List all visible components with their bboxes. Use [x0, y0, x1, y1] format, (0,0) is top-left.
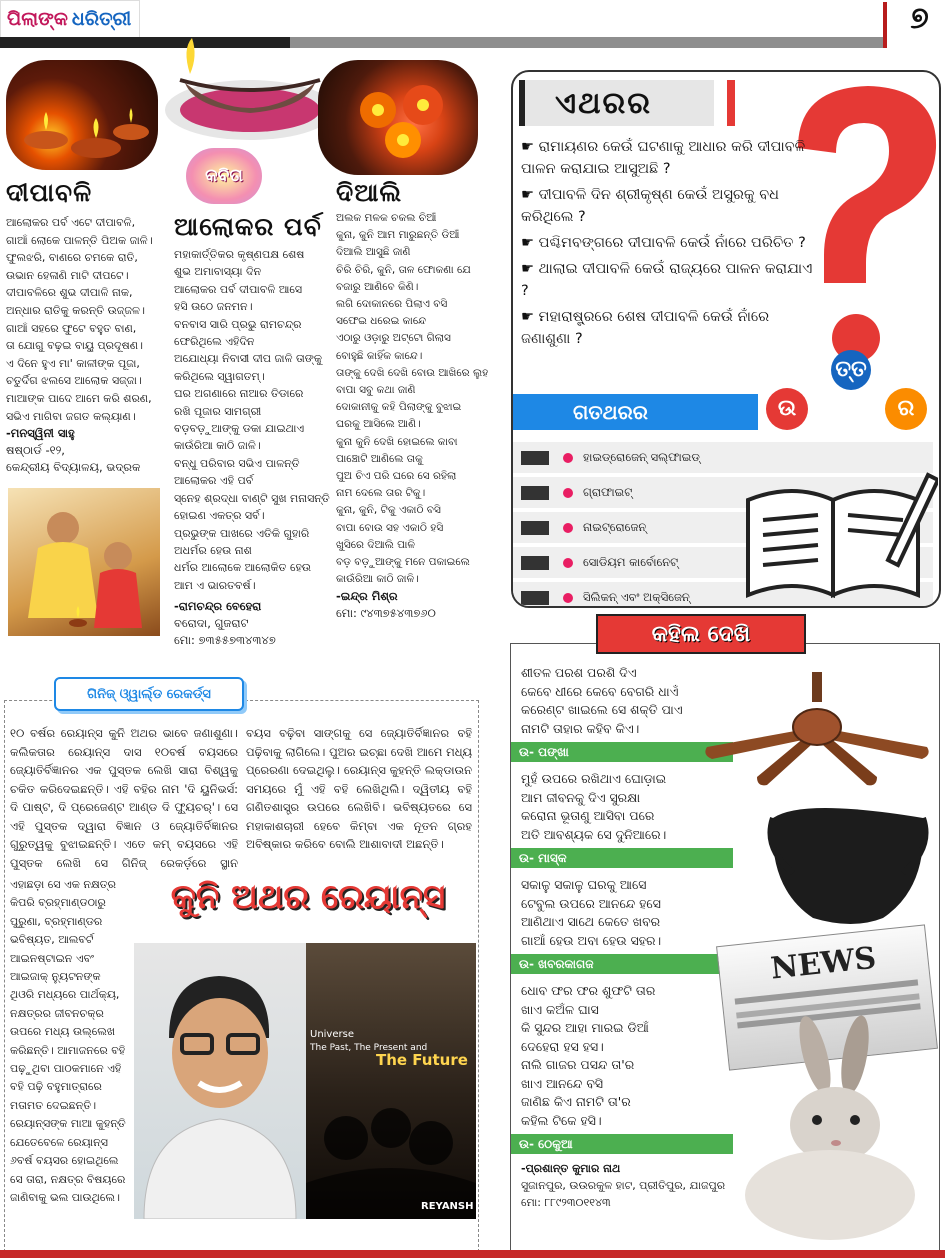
- header-separator: [883, 2, 887, 48]
- bullet-icon: [563, 593, 573, 603]
- riddle-line: କରେଣ୍ଟ ଖାଇଲେ ସେ ଶକ୍ତି ପାଏ: [521, 702, 683, 717]
- poem-line: କୁନା କୁନି ଦେଖି ହୋଇଲେ କାବା: [336, 435, 458, 448]
- riddle-line: ଦେହେରା ହସ ହସ।: [521, 1038, 604, 1054]
- diya-lamps-image: [6, 60, 158, 170]
- answer-text: ସିଲିକନ୍ ଏବଂ ଅକ୍ସିଜେନ୍: [583, 590, 690, 604]
- poem-line: କୁନା, କୁନି ଆମ ମାରୁଛନ୍ତି ଡିଆଁ: [336, 229, 460, 242]
- author-phone: ମୋ: ୯୪୩୭୫୪୩୭୬୦: [336, 606, 436, 621]
- author-school: କେନ୍ଦ୍ରୀୟ ବିଦ୍ୟାଳୟ, ଭଦ୍ରକ: [6, 460, 141, 475]
- kabita-badge: [186, 148, 262, 204]
- riddle-line: ଶୀତଳ ପରଶ ପରଶି ଦିଏ: [521, 665, 637, 680]
- poem-line: ଗାଆଁ ଲୋକେ ପାଳନ୍ତି ପିଅକ ଜାଳି।: [6, 233, 153, 247]
- bullet-icon: [563, 488, 573, 498]
- poem-line: ବାପା ବୋଉ ସହ ଏକାଠି ହସି: [336, 521, 444, 534]
- poem-line: ପାଞ୍ଚୋଟି ଆଣିଲେ ତାକୁ: [336, 452, 423, 465]
- poem-line: ବଡ଼ ବଡ଼ୁଆଙ୍କୁ ମନେ ପକାଇଲେ: [336, 556, 470, 569]
- riddle-line: ସକାଳୁ ସକାଳୁ ଘରକୁ ଆସେ: [521, 877, 647, 892]
- lamp-icon: [160, 38, 340, 148]
- poem-line: ଏ ଦିନେ ହୁଏ ମା' କାଳୀଙ୍କ ପୂଜା,: [6, 356, 140, 370]
- answer-text: ଗ୍ରାଫାଇଟ୍: [583, 485, 633, 499]
- ceiling-fan-icon: [700, 672, 935, 802]
- book-cover-author: REYANSH: [421, 1201, 474, 1212]
- poem-line: ତା ଯୋଗୁ ବଢ଼ଇ ବାୟୁ ପ୍ରଦୂଷଣ।: [6, 339, 143, 353]
- book-cover-line1: Universe: [310, 1029, 354, 1040]
- poem-line: ଧର୍ମର ଆଲୋକେ ଆଲୋକିତ ହେଉ: [174, 561, 312, 575]
- author-address: ସୁଜାନପୁର, ଉଉରକୁଳ ହାଟ, ପ୍ରୀତିପୁର, ଯାଜପୁର: [521, 1179, 726, 1192]
- riddle-item: [511, 982, 733, 1130]
- question-item: [521, 184, 821, 228]
- poem-line: ଲଗି ଦୋକାନରେ ପିଲାଏ ବସି: [336, 298, 448, 311]
- poem-line: ହସି ଉଠେ ଜନମନ।: [174, 300, 253, 314]
- poem-line: ଗାଆଁ ସହରେ ଫୁଟେ ବହୁତ ବାଣ,: [6, 321, 137, 335]
- question-text: ଥାଲାଇ ଦୀପାବଳି କେଉଁ ରାଜ୍ୟରେ ପାଳନ କରାଯାଏ ?: [521, 261, 813, 299]
- author-place: ବରୋଦା, ଗୁଜରାଟ: [174, 616, 249, 631]
- riddle-answer: ଉ- ପଙ୍ଖା: [511, 742, 733, 762]
- poem-line: କରିଥିଲେ ସ୍ୱାଗତମ୍।: [174, 369, 265, 383]
- author-phone: ମୋ: ୭୩୫୫୭୩୪୩୪୭: [174, 633, 276, 648]
- bullet-icon: ☛: [521, 235, 539, 251]
- footer-rule: [0, 1250, 945, 1258]
- poem-line: ବନ୍ଧୁ ପରିବାର ସଭିଏ ପାଳନ୍ତି: [174, 456, 300, 470]
- riddle-line: ମୁହଁ ଉପରେ ରଖିଥାଏ ଘୋଡ଼ାଇ: [521, 771, 667, 786]
- kabita-badge-label: କବିତା: [205, 166, 243, 186]
- riddle-answer: ଉ- ମାସ୍କ: [511, 848, 733, 868]
- poem-line: ଘର ଅଗଣାରେ ନାଆର ତିଡାରେ: [174, 387, 304, 401]
- poem-line: ଆଲୋକର ଏହି ପର୍ବ: [174, 474, 254, 488]
- bullet-icon: ☛: [521, 261, 539, 277]
- poem-line: ନାମ ଦେଲେ ତାର ଟିକୁ।: [336, 487, 426, 500]
- poem-line: ଆଲୋକର ପର୍ବ ଦୀପାବଳି ଆସେ: [174, 282, 303, 296]
- poem-diali-body: [336, 210, 504, 588]
- riddle-line: କେବେ ଧୀରେ କେବେ ବେଗରି ଧାଏଁ: [521, 683, 679, 699]
- poem-line: ଖୁସିରେ ଦିଆଲି ପାଳି: [336, 538, 415, 551]
- riddle-line: ଖାଏ କଅଁଳ ଘାସ: [521, 1001, 599, 1017]
- bullet-icon: ☛: [521, 139, 539, 155]
- riddle-line: କି ସୁନ୍ଦର ଆହା ମାରଇ ଡିଆଁ: [521, 1020, 649, 1035]
- answer-text: ହାଇଡ୍ରୋଜେନ୍ ସଲ୍‌ଫାଇଡ୍: [583, 450, 700, 464]
- poem-line: ବନବାସ ସାରି ପ୍ରଭୁ ରାମଚନ୍ଦ୍ର: [174, 317, 302, 331]
- poem-line: ପୁଅ ଚିଏ ପରି ଘରେ ସେ ରହିଲା: [336, 470, 457, 483]
- question-list: [521, 136, 821, 350]
- header-rule-grey: [290, 37, 885, 48]
- rabbit-icon: [735, 1015, 930, 1240]
- poem-alokar-title: ଆଲୋକର ପର୍ବ: [174, 212, 322, 241]
- poem-line: ଏଠାରୁ ଓଡ଼ାରୁ ଅଟ୍ଟୋ ଗିଲାସ: [336, 332, 451, 345]
- poem-line: ଅନ୍ଧାର ରାତିକୁ କରନ୍ତି ଉଜ୍ଜଳ।: [6, 303, 145, 317]
- poem-alokar-credit: [174, 598, 344, 649]
- poem-line: ଚତୁର୍ଦିଗ ଝଲସେ ଆଲୋକ ସଜ୍ଜା।: [6, 374, 142, 388]
- poem-line: କାଉଁରିଆ କାଠି ଜାଳି।: [336, 573, 419, 586]
- poem-diali-title: ଦିଆଲି: [336, 178, 403, 207]
- quiz-title-accent: [727, 80, 735, 126]
- poem-line: ପ୍ରଭୁଙ୍କ ପାଖରେ ଏତିକି ଗୁହାରି: [174, 526, 310, 540]
- riddle-line: ଆମ ଜୀବନକୁ ଦିଏ ସୁରକ୍ଷା: [521, 789, 641, 805]
- author-name: -ଇନ୍ଦ୍ର ମିଶ୍ର: [336, 589, 398, 604]
- question-item: [521, 232, 821, 254]
- poem-line: ଆମ ଏ ଭାରତବର୍ଷ।: [174, 578, 256, 592]
- author-phone: ମୋ: ୮୮୯୨୩୦୧୧୪୩: [521, 1196, 611, 1209]
- poem-line: ମାଆଙ୍କ ପାଦେ ଆମେ କରି ଶରଣ,: [6, 391, 152, 405]
- riddle-credit: [511, 1160, 733, 1211]
- question-text: ପଶ୍ଚିମବଙ୍ଗରେ ଦୀପାବଳି କେଉଁ ନାଁରେ ପରିଚିତ ?: [538, 235, 806, 251]
- silhouette-icon: [306, 1083, 476, 1219]
- poem-deepawali-title: ଦୀପାବଳି: [6, 178, 93, 207]
- riddle-answer: ଉ- ଖବରକାଗଜ: [511, 954, 733, 974]
- question-item: [521, 258, 821, 302]
- page-number: ୭: [910, 1, 929, 36]
- poem-line: ସ୍ନେହ ଶ୍ରଦ୍ଧା ବାଣ୍ଟି ସୁଖ ମନାସନ୍ତି: [174, 491, 330, 505]
- poem-line: ଆଲୋକର ପର୍ବ ଏଟେ ଦୀପାବଳି,: [6, 216, 136, 229]
- riddle-line: ନାଲି ଗାଜର ପସନ୍ଦ ତା'ର: [521, 1057, 635, 1072]
- poem-line: କୁନା, କୁନି, ଟିକୁ ଏକାଠି ବସି: [336, 504, 441, 517]
- poem-line: ବଜାରୁ ଆଣିବେ କିଣି।: [336, 280, 419, 293]
- poem-line: ବଡ଼ବଡ଼ୁଆଙ୍କୁ ଡକା ଯାଇଥାଏ: [174, 422, 305, 436]
- bullet-icon: ☛: [521, 309, 539, 325]
- poem-diali: [336, 178, 504, 622]
- riddle-line: କହିଲ ଟିକେ ହସି।: [521, 1112, 602, 1128]
- guinness-banner-label: ଗିନିଜ୍ ଓ୍ୱାର୍ଲ୍ଡ ରେକର୍ଡ୍ସ: [87, 686, 211, 702]
- riddle-title-banner: [596, 614, 806, 654]
- answer-text: ନାଇଟ୍ରୋଜେନ୍: [583, 520, 647, 534]
- poem-line: ଘରକୁ ଆସିଲେ ଆଣି।: [336, 418, 421, 431]
- bullet-icon: [563, 523, 573, 533]
- diya-illustration: [160, 38, 340, 148]
- poem-diali-credit: [336, 588, 504, 622]
- poem-line: ଅଧର୍ମର ହେଉ ନାଶ: [174, 543, 252, 557]
- poem-line: ହୋଇଣ ଏକତ୍ର ସର୍ବ।: [174, 509, 265, 523]
- book-cover-line3: The Future: [376, 1051, 468, 1069]
- bullet-icon: [563, 453, 573, 463]
- bullet-icon: ☛: [521, 187, 539, 203]
- uttar-circle: ର: [885, 388, 927, 430]
- newspaper-headline: NEWS: [769, 940, 878, 987]
- poem-line: ଫେରିଥିଲେ ଏହିଦିନ: [174, 335, 255, 349]
- riddle-line: ଖାଏ ଆନନ୍ଦେ ବସି: [521, 1075, 604, 1091]
- author-name: -ମନସ୍ୱିନୀ ସାହୁ: [6, 426, 75, 441]
- question-text: ଦୀପାବଳି ଦିନ ଶ୍ରୀକୃଷ୍ଣ କେଉଁ ଅସୁରକୁ ବଧ କରିଥିଲେ ?: [521, 187, 779, 225]
- riddle-line: ଜାଣିଛ କିଏ ନାମଟି ତା'ର: [521, 1094, 631, 1109]
- author-class: ଷଷ୍ଠାର୍ଡ -୧୨,: [6, 443, 65, 458]
- logo-part1: ପିଲାଙ୍କ: [7, 8, 68, 30]
- flower-diya-image: [318, 60, 478, 175]
- poem-line: ଫୁଲଝରି, ବାଣରେ ଚମକେ ରାତି,: [6, 251, 138, 265]
- quiz-box: [511, 70, 941, 608]
- poem-line: ଶୁଭ ଅମାବାସ୍ୟା ଦିନ: [174, 265, 262, 279]
- question-text: ରାମାୟଣର କେଉଁ ଘଟଣାକୁ ଆଧାର କରି ଦୀପାବଳି ପାଳନ କରାଯାଇ ଆସୁଅଛି ?: [521, 139, 806, 177]
- author-name: -ରାମଚନ୍ଦ୍ର ବେହେରା: [174, 599, 262, 614]
- author-name: -ପ୍ରଶାନ୍ତ କୁମାର ନାଥ: [521, 1162, 621, 1175]
- article-col1-top: ୧୦ ବର୍ଷର ରେୟାନ୍ସ କୁନି ଅଥର ଭାବେ ଜଣାଶୁଣା। କଲିକତାର ରେୟାନ୍ସ ଦାସ ୧୦ବର୍ଷ ବୟସରେ ଜ୍ୟୋତିର୍ବିଜ୍ଞାନର ଏକ ପୁସ୍ତକ ଲେଖି ସାରା ବିଶ୍ୱକୁ ଚକିତ କରିଦେଇଛନ୍ତି। ଏହି ବହିର ନାମ 'ଦି ୟୁନିଭର୍ସ: ଦି ପାଷ୍ଟ, ଦି ପ୍ରେଜେଣ୍ଟ ଆଣ୍ଡ ଦି ଫ୍ୟୁଚର୍'। ସେ ଏହି ପୁସ୍ତକ ଦ୍ୱାରା ବିଜ୍ଞାନ ଓ ଜ୍ୟୋତିର୍ବିଜ୍ଞାନର ଗୁରୁତ୍ୱକୁ ବୁଝାଇଛନ୍ତି। ଏତେ କମ୍ ବୟସରେ ଏହି ପୁସ୍ତକ ଲେଖି ସେ ଗିନିଜ୍ ରେକର୍ଡ଼ରେ ସ୍ଥାନ: [10, 726, 238, 870]
- poem-deepawali: [6, 178, 166, 476]
- poem-line: ସଭିଏ ମାଗିବା ଜଗତ କଲ୍ୟାଣ।: [6, 409, 136, 423]
- riddle-line: ଗାଆଁ ହେଉ ଅବା ହେଉ ସହର।: [521, 932, 662, 948]
- poem-line: ବାପା ସବୁ କଥା ଜାଣି: [336, 384, 416, 397]
- diya-photo-left: [6, 60, 158, 170]
- logo-part2: ଧରିତ୍ରୀ: [71, 8, 132, 30]
- riddle-line: କରୋନା ଭୂତାଣୁ ଆସିବା ପରେ: [521, 808, 655, 823]
- article-col1-side: ଏହାଛଡ଼ା ସେ ଏକ ନକ୍ଷତ୍ର କିପରି ବ୍ରହ୍ମାଣ୍ଡଠାରୁ ପୁରୁଣା, ବ୍ରହ୍ମାଣ୍ଡର ଭବିଷ୍ୟତ, ଆଲବର୍ଟ ଆଇନଷ୍ଟାଇନ ଏବଂ ଆଇଜାକ୍ ନ୍ୟୁଟନଙ୍କ ଥିଓରି ମଧ୍ୟରେ ପାର୍ଥକ୍ୟ, ନକ୍ଷତ୍ରର ଜୀବନଚକ୍ର ଉପରେ ମଧ୍ୟ ଉଲ୍ଲେଖ କରିଛନ୍ତି। ଆମାଜନରେ ବହି ପଢ଼ୁଥିବା ପାଠକମାନେ ଏହି ବହି ପଢ଼ି ବହୁମାତ୍ରାରେ ମତାମତ ଦେଇଛନ୍ତି। ରେୟାନ୍ସଙ୍କ ମାଆ କୁହନ୍ତି ଯେତେବେଳେ ରେୟାନ୍ସ ୬ବର୍ଷ ବୟସର ହୋଇଥିଲେ ସେ ତାରା, ନକ୍ଷତ୍ର ବିଷୟରେ ଜାଣିବାକୁ ଭଲ ପାଉଥିଲେ।: [10, 878, 126, 1204]
- boy-portrait-image: [134, 943, 306, 1219]
- poem-line: ତାଙ୍କୁ ଦେଖି ଦେଖି ବୋଉ ଆଖିରେ ଲୁହ: [336, 366, 489, 379]
- poem-line: ଚିରି ଚିରି, କୁନି, ତାଳ ଫୋକଣା ଯେ: [336, 263, 471, 276]
- open-book-pencil-icon: [738, 460, 938, 600]
- poem-line: ରଖି ପୂଜାର ସାମଗ୍ରୀ: [174, 404, 262, 418]
- quiz-title-bar: [519, 80, 714, 126]
- masthead-logo: [0, 0, 140, 38]
- question-text: ମହାରାଷ୍ଟ୍ରରେ ଶେଷ ଦୀପାବଳି କେଉଁ ନାଁରେ ଜଣାଶୁଣା ?: [521, 309, 770, 347]
- riddle-line: ଟେବୁଲ ଉପରେ ଆନନ୍ଦେ ହସେ: [521, 895, 661, 911]
- question-item: [521, 306, 821, 350]
- riddle-answer: ଉ- ଠେକୁଆ: [511, 1134, 733, 1154]
- question-item: [521, 136, 821, 180]
- article-col2-top: ବୟସ ବଢ଼ିବା ସାଙ୍ଗକୁ ସେ ଜ୍ୟୋତିର୍ବିଜ୍ଞାନର ବହି ପଢ଼ିବାକୁ ଲାଗିଲେ। ପୁଅର ଇଚ୍ଛା ଦେଖି ଆମେ ମଧ୍ୟ ପ୍ରେରଣା ଦେଇଥିଲୁ। ରେୟାନ୍ସ କୁହନ୍ତି ଲକ୍‌ଡାଉନ ସମୟରେ ମୁଁ ଏହି ବହି ଲେଖିଥିଲି। ଦ୍ୱିତୀୟ ବହି ଗଣିତଶାସ୍ତ୍ର ଉପରେ ଲେଖିବି। ଭବିଷ୍ୟତରେ ସେ ମହାକାଶଚାରୀ ହେବେ କିମ୍ବା ଏକ ନୂତନ ଗ୍ରହ ଅବିଷ୍କାର କରିବେ ବୋଲି ଆଶାବାଦୀ ଅଛନ୍ତି।: [246, 726, 472, 851]
- mother-child-image: [8, 488, 160, 636]
- diya-photo-right: [318, 60, 478, 175]
- poem-alokar: [174, 212, 344, 649]
- poem-line: ମହାକାର୍ତ୍ତିକର କୃଷ୍ଣପକ୍ଷ ଶେଷ: [174, 248, 305, 261]
- last-answers-banner: [513, 394, 758, 430]
- poem-line: ଦୋକାନୀକୁ କହି ପିଲାଙ୍କୁ ବୁଝାଇ: [336, 401, 462, 414]
- poem-line: ବୋହୁଛି କାହିଁକ କାନ୍ଦେ।: [336, 349, 423, 362]
- poem-deepawali-credit: [6, 425, 166, 476]
- poem-line: ଅଲକ ମଳକ ଚକଲ ଚିଆଁ: [336, 212, 437, 224]
- face-mask-icon: [763, 798, 933, 933]
- bullet-icon: [563, 558, 573, 568]
- poem-deepawali-body: [6, 214, 166, 425]
- reyansh-photo: [134, 943, 306, 1219]
- quiz-title: ଏଥରର: [555, 85, 653, 121]
- article-headline-wrap: [138, 868, 478, 926]
- riddle-line: ଅତି ଆବଶ୍ୟକ ସେ ଦୁନିଆରେ।: [521, 826, 667, 842]
- book-cover-line2: The Past, The Present and: [310, 1043, 428, 1053]
- family-diwali-photo: [8, 488, 160, 636]
- poem-line: ଦୀପାବଳିରେ ଶୁଭ ଦୀପାଳି ନାକ,: [6, 286, 133, 300]
- uttar-circle: ତ୍ତ: [831, 350, 871, 390]
- answer-text: ସୋଡିୟମ କାର୍ବୋନେଟ୍: [583, 555, 679, 569]
- uttar-circle: ଉ: [766, 388, 808, 430]
- poem-line: ଅଯୋଧ୍ୟା ନିବାସୀ ଦୀପ ଜାଳି ତାଙ୍କୁ: [174, 352, 322, 366]
- riddle-title: କହିଲ ଦେଖି: [651, 621, 751, 647]
- poem-line: ସଫେଇ ଧରେଇ କାନ୍ଦେ: [336, 315, 426, 328]
- poem-line: ଦିଆଲି ଆସୁଛି ଜାଣି: [336, 246, 411, 259]
- poem-alokar-body: [174, 246, 344, 594]
- guinness-banner: [54, 677, 244, 711]
- article-headline: କୁନି ଅଥର ରେୟାନ୍ସ: [170, 877, 446, 917]
- riddle-item: [511, 876, 733, 950]
- poem-line: ଉଭାନ ହେଳାଣି ମାଟି ଦୀପଟେ।: [6, 268, 129, 282]
- riddle-line: ଆଣିଥାଏ ସାଥେ କେତେ ଖବର: [521, 914, 661, 929]
- poem-line: କାଉଁରିଆ କାଠି ଜାଳି।: [174, 439, 261, 453]
- book-cover-image: [306, 943, 476, 1219]
- riddle-line: ଧୋବ ଫର ଫର ଶୁଫଟି ତାର: [521, 983, 656, 998]
- riddle-line: ନାମଟି ତାହାର କହିବ କିଏ।: [521, 720, 640, 736]
- last-answers-title: ଗତଥରର: [573, 400, 648, 424]
